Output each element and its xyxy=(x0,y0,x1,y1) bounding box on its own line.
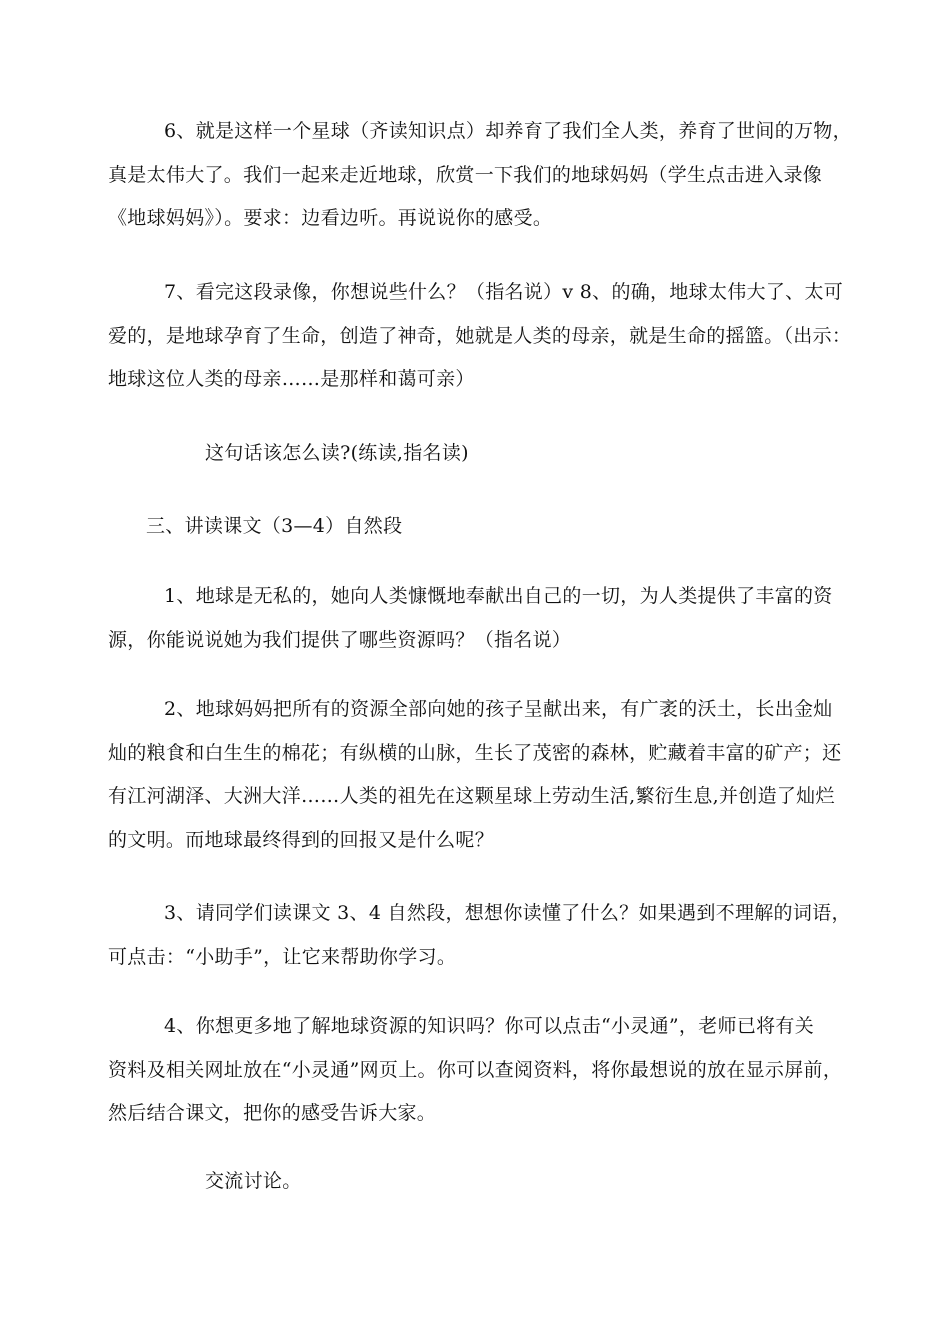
section-title: 三、讲读课文（3—4）自然段 xyxy=(146,515,403,537)
text-line: 7、看完这段录像，你想说些什么？（指名说）v 8、的确，地球太伟大了、太可 xyxy=(164,281,844,303)
text-line: 源，你能说说她为我们提供了哪些资源吗？（指名说） xyxy=(108,628,572,651)
paragraph-4 xyxy=(108,1005,853,1136)
paragraph-discussion xyxy=(205,1160,950,1204)
paragraph-7 xyxy=(108,271,853,402)
text-line: 地球这位人类的母亲……是那样和蔼可亲） xyxy=(108,368,475,390)
text-line: 这句话该怎么读?(练读,指名读) xyxy=(205,442,469,464)
section-heading-3 xyxy=(146,505,891,549)
text-line: 资料及相关网址放在“小灵通”网页上。你可以查阅资料，将你最想说的放在显示屏前， xyxy=(108,1058,843,1081)
text-line: 6、就是这样一个星球（齐读知识点）却养育了我们全人类，养育了世间的万物， xyxy=(164,120,852,142)
text-line: 2、地球妈妈把所有的资源全部向她的孩子呈献出来，有广袤的沃土，长出金灿 xyxy=(164,698,833,720)
text-line: 可点击：“小助手”，让它来帮助你学习。 xyxy=(108,945,457,968)
paragraph-3 xyxy=(108,892,853,979)
text-line: 1、地球是无私的，她向人类慷慨地奉献出自己的一切，为人类提供了丰富的资 xyxy=(164,585,833,607)
paragraph-1 xyxy=(108,575,853,662)
text-line: 3、请同学们读课文 3、4 自然段，想想你读懂了什么？如果遇到不理解的词语， xyxy=(164,902,851,924)
text-line: 然后结合课文，把你的感受告诉大家。 xyxy=(108,1102,437,1124)
text-line: 4、你想更多地了解地球资源的知识吗？你可以点击“小灵通”，老师已将有关 xyxy=(164,1015,815,1037)
text-line: 灿的粮食和白生生的棉花；有纵横的山脉，生长了茂密的森林，贮藏着丰富的矿产；还 xyxy=(108,741,842,764)
text-line: 真是太伟大了。我们一起来走近地球，欣赏一下我们的地球妈妈（学生点击进入录像 xyxy=(108,163,823,186)
text-line: 有江河湖泽、大洲大洋……人类的祖先在这颗星球上劳动生活,繁衍生息,并创造了灿烂 xyxy=(108,785,835,807)
text-line: 《地球妈妈》）。要求：边看边听。再说说你的感受。 xyxy=(108,207,553,229)
text-line: 交流讨论。 xyxy=(205,1170,302,1192)
text-line: 的文明。而地球最终得到的回报又是什么呢？ xyxy=(108,828,495,851)
paragraph-2 xyxy=(108,688,853,862)
paragraph-read-aloud xyxy=(205,432,950,476)
text-line: 爱的，是地球孕育了生命，创造了神奇，她就是人类的母亲，就是生命的摇篮。（出示： xyxy=(108,324,852,347)
paragraph-6 xyxy=(108,110,853,241)
